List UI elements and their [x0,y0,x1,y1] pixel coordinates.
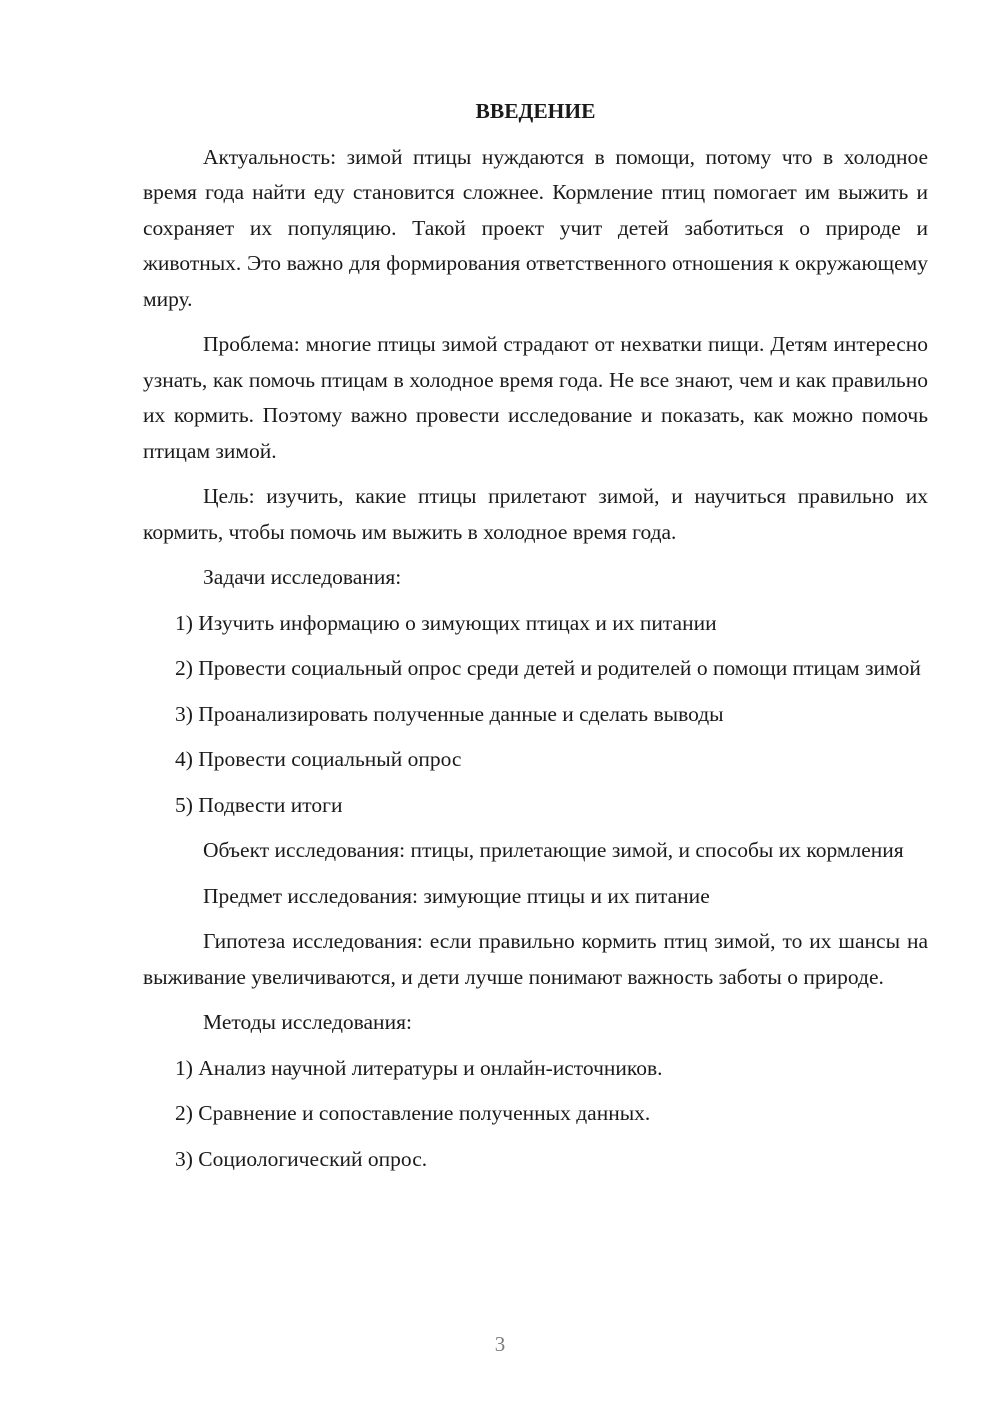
list-item-task-4: 4) Провести социальный опрос [175,747,462,771]
paragraph-relevance: Актуальность: зимой птицы нуждаются в помощи, потому что в холодное время года найти еду становится сложнее. Кормление птиц помогает им выжить и сохраняет их популяцию. Такой проект учит детей заботиться о природе и животных. Это важно для формирования ответственного отношения к окружающему миру. [143,144,928,311]
list-item-method-2: 2) Сравнение и сопоставление полученных данных. [175,1101,651,1125]
paragraph-goal: Цель: изучить, какие птицы прилетают зимой, и научиться правильно их кормить, чтобы помочь им выжить в холодное время года. [143,484,928,544]
paragraph-object: Объект исследования: птицы, прилетающие зимой, и способы их кормления [203,838,904,862]
list-item-method-1: 1) Анализ научной литературы и онлайн-источников. [175,1055,663,1080]
tasks-heading: Задачи исследования: [203,565,402,589]
list-item-task-3: 3) Проанализировать полученные данные и сделать выводы [175,701,724,726]
list-item-task-1: 1) Изучить информацию о зимующих птицах и их питании [175,610,717,635]
list-item-task-2: 2) Провести социальный опрос среди детей и родителей о помощи птицам зимой [175,656,921,680]
methods-heading: Методы исследования: [203,1010,412,1034]
list-item-method-3: 3) Социологический опрос. [175,1146,428,1171]
list-item-task-5: 5) Подвести итоги [175,792,343,817]
paragraph-hypothesis: Гипотеза исследования: если правильно кормить птиц зимой, то их шансы на выживание увеличиваются, и дети лучше понимают важность заботы о природе. [143,929,928,989]
paragraph-subject: Предмет исследования: зимующие птицы и их питание [203,883,710,908]
page-number: 3 [494,1332,506,1356]
paragraph-problem: Проблема: многие птицы зимой страдают от нехватки пищи. Детям интересно узнать, как помочь птицам в холодное время года. Не все знают, чем и как правильно их кормить. Поэтому важно провести исследование и показать, как можно помочь птицам зимой. [143,332,928,463]
page-content [143,94,928,1187]
section-heading: ВВЕДЕНИЕ [475,99,596,123]
